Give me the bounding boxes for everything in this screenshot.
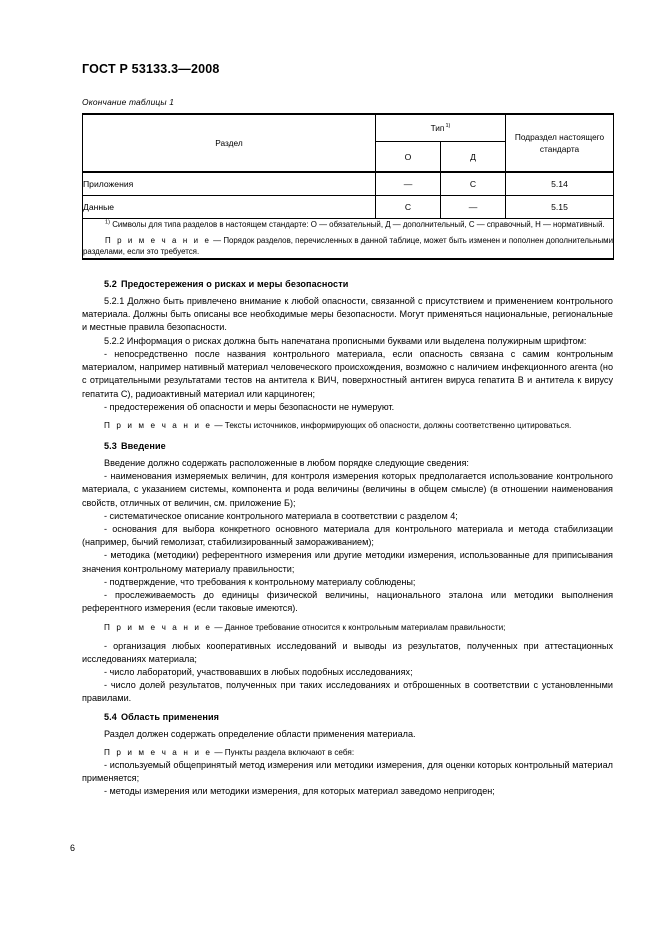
note-text: Данное требование относится к контрольным материалам правильности; bbox=[224, 622, 506, 632]
list-item: - систематическое описание контрольного материала в соответствии с разделом 4; bbox=[104, 510, 458, 521]
paragraph-5-2-2: 5.2.2 Информация о рисках должна быть напечатана прописными буквами или выделена полужирным шрифтом: bbox=[104, 335, 587, 346]
list-item: - основания для выбора конкретного основного материала для контрольного материала и метода стабилизации (например, бычий гемолизат, стабилизированный замораживанием); bbox=[82, 524, 613, 548]
note-text: Порядок разделов, перечисленных в данной таблице, может быть изменен и пополнен дополнительными разделами, если это требуется. bbox=[83, 236, 613, 257]
section-number-5-4: 5.4 bbox=[104, 711, 117, 722]
section-number-5-2: 5.2 bbox=[104, 279, 117, 289]
note-dash: — bbox=[212, 747, 225, 757]
section-heading-5-4 bbox=[82, 712, 613, 722]
paragraph-5-2-1: 5.2.1 Должно быть привлечено внимание к любой опасности, связанной с присутствием и применением контрольного материала. Должны быть описаны все необходимые меры безопасности. Могут применяться национальные, региональные и местные правила безопасности. bbox=[82, 296, 613, 333]
row-podrazdel: 5.15 bbox=[506, 196, 614, 219]
row-tip-o: — bbox=[376, 172, 441, 196]
table-footnote-row bbox=[83, 219, 614, 259]
table-caption: Окончание таблицы 1 bbox=[82, 97, 175, 107]
note-5-2 bbox=[82, 420, 613, 432]
list-item: - методы измерения или методики измерения, для которых материал заведомо непригоден; bbox=[104, 786, 495, 797]
row-podrazdel: 5.14 bbox=[506, 172, 614, 196]
row-tip-o: С bbox=[376, 196, 441, 219]
note-5-3 bbox=[82, 622, 613, 634]
list-item: - наименования измеряемых величин, для контроля измерения которых предполагается использование контрольного материала, с указанием системы, компонента и рода величины (величины в общем смысле) (в отношении наименования свойств, отличных от величин, см. приложение Б); bbox=[82, 471, 613, 508]
table-note bbox=[83, 235, 613, 257]
column-header-tip bbox=[376, 114, 506, 142]
note-5-4 bbox=[82, 747, 613, 759]
column-header-tip-d: Д bbox=[441, 142, 506, 173]
column-header-tip-o: О bbox=[376, 142, 441, 173]
section-number-5-3: 5.3 bbox=[104, 440, 117, 451]
table-header-row-1 bbox=[83, 114, 614, 142]
note-label: П р и м е ч а н и е bbox=[104, 747, 213, 757]
section-title-5-4: Область применения bbox=[120, 711, 220, 722]
column-header-podrazdel: Подраздел настоящего стандарта bbox=[506, 114, 614, 172]
note-dash: — bbox=[210, 236, 224, 246]
row-tip-d: — bbox=[441, 196, 506, 219]
document-body bbox=[82, 279, 613, 798]
note-text: Тексты источников, информирующих об опасности, должны соответственно цитироваться. bbox=[224, 420, 572, 430]
note-dash: — bbox=[212, 622, 225, 632]
table-footnote bbox=[83, 219, 613, 230]
list-item: - число долей результатов, полученных при таких исследованиях и отброшенных в соответствии с установленными правилами. bbox=[82, 680, 613, 704]
section-title-5-3: Введение bbox=[120, 440, 166, 451]
paragraph-5-3-intro: Введение должно содержать расположенные в любом порядке следующие сведения: bbox=[104, 457, 469, 468]
list-item: - используемый общепринятый метод измерения или методики измерения, для оценки которых контрольный материал применяется; bbox=[82, 759, 613, 784]
note-dash: — bbox=[212, 420, 225, 430]
row-razdel-name: Приложения bbox=[83, 172, 376, 196]
note-label: П р и м е ч а н и е bbox=[104, 420, 213, 430]
column-header-razdel: Раздел bbox=[83, 114, 376, 172]
paragraph-5-4-intro: Раздел должен содержать определение области применения материала. bbox=[104, 728, 416, 739]
note-label: П р и м е ч а н и е bbox=[105, 236, 211, 246]
page-number: 6 bbox=[70, 843, 76, 853]
note-text: Пункты раздела включают в себя: bbox=[224, 747, 355, 757]
row-razdel-name: Данные bbox=[83, 196, 376, 219]
table-1-continuation bbox=[82, 113, 613, 260]
tip-footnote-marker: 1) bbox=[445, 123, 451, 130]
list-item: - непосредственно после названия контрольного материала, если опасность связана с самим контрольным материалом, например нативный материал человеческого происхождения, возможно с наличием инфекционного агента (но с отрицательными результатами тестов на антитела к ВИЧ, поверхностный антиген вируса гепатита В и антитела к вирусу гепатита С), радиоактивный материал или карциноген; bbox=[82, 348, 613, 399]
section-heading-5-2 bbox=[82, 279, 613, 289]
note-label: П р и м е ч а н и е bbox=[104, 622, 213, 632]
footnote-marker: 1) bbox=[105, 219, 110, 226]
row-tip-d: С bbox=[441, 172, 506, 196]
table-footnote-cell bbox=[83, 219, 614, 259]
table-row bbox=[83, 172, 614, 196]
section-title-5-2: Предостережения о рисках и меры безопасности bbox=[120, 279, 349, 289]
column-header-tip-label: Тип bbox=[430, 123, 445, 133]
table-row bbox=[83, 196, 614, 219]
list-item: - методика (методики) референтного измерения или другие методики измерения, использованные для приписывания значения контрольному материалу правильности; bbox=[82, 550, 613, 574]
document-standard-header: ГОСТ Р 53133.3—2008 bbox=[82, 62, 220, 76]
list-item: - подтверждение, что требования к контрольному материалу соблюдены; bbox=[104, 576, 416, 587]
list-item: - число лабораторий, участвовавших в любых подобных исследованиях; bbox=[104, 666, 413, 677]
list-item: - прослеживаемость до единицы физической величины, национального эталона или методики выполнения референтного измерения (если таковые имеются). bbox=[82, 590, 613, 614]
requirements-table bbox=[82, 113, 614, 260]
list-item: - предостережения об опасности и меры безопасности не нумеруют. bbox=[104, 401, 395, 412]
list-item: - организация любых кооперативных исследований и выводы из результатов, полученных при аттестационных исследованиях материала; bbox=[82, 640, 613, 664]
footnote-text: Символы для типа разделов в настоящем стандарте: О — обязательный, Д — дополнительный, С — справочный, Н — нормативный. bbox=[112, 220, 605, 229]
section-heading-5-3 bbox=[82, 441, 613, 451]
